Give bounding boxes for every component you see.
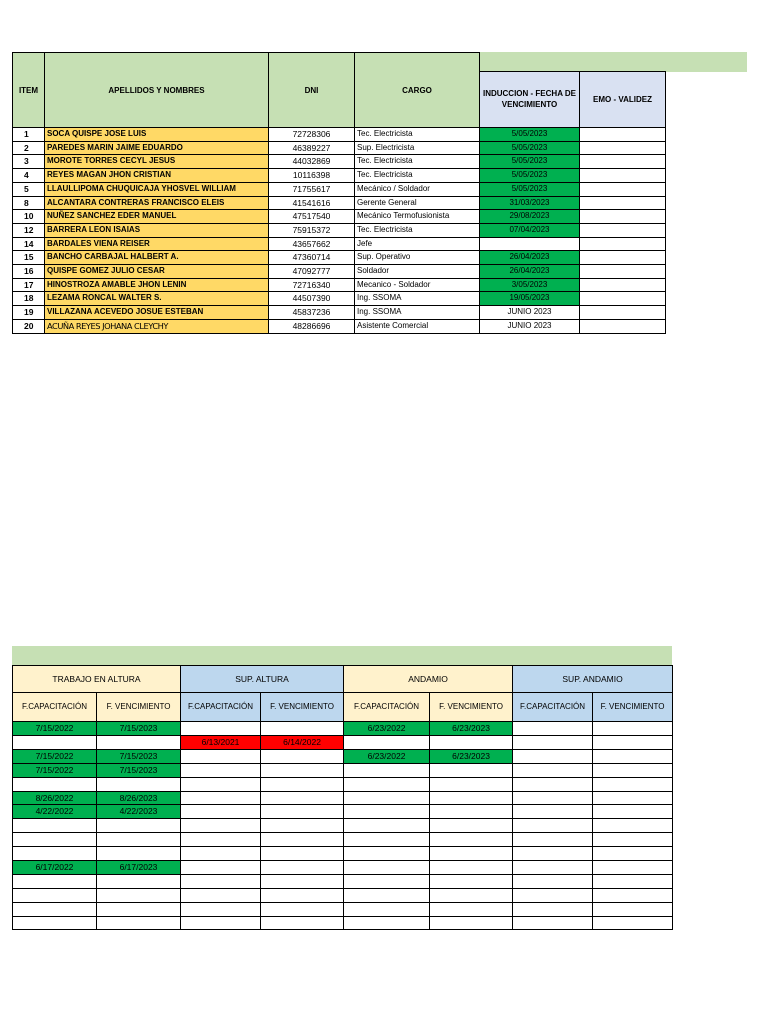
emo-cell [580, 278, 666, 292]
table-row [13, 735, 673, 749]
date-cell [593, 819, 673, 833]
header-dni: DNI [269, 53, 355, 128]
date-cell [513, 777, 593, 791]
emo-cell [580, 237, 666, 251]
table-row [13, 128, 666, 142]
date-cell [181, 916, 261, 930]
item-cell: 10 [13, 210, 45, 224]
emo-cell [580, 223, 666, 237]
dni-cell: 41541616 [269, 196, 355, 210]
date-cell: 7/15/2022 [13, 763, 97, 777]
date-cell [513, 833, 593, 847]
cargo-cell: Ing. SSOMA [355, 306, 480, 320]
date-cell [261, 833, 344, 847]
date-cell [344, 763, 430, 777]
table-row [13, 155, 666, 169]
date-cell [261, 916, 344, 930]
item-cell: 3 [13, 155, 45, 169]
table-row [13, 902, 673, 916]
table-row [13, 819, 673, 833]
dni-cell: 47360714 [269, 251, 355, 265]
name-cell: LLAULLIPOMA CHUQUICAJA YHOSVEL WILLIAM [45, 182, 269, 196]
table-row [13, 847, 673, 861]
induccion-cell: JUNIO 2023 [480, 306, 580, 320]
emo-cell [580, 196, 666, 210]
date-cell [181, 874, 261, 888]
date-cell [181, 819, 261, 833]
date-cell [593, 902, 673, 916]
header-nombres: APELLIDOS Y NOMBRES [45, 53, 269, 128]
date-cell [261, 722, 344, 736]
emo-cell [580, 319, 666, 333]
table-row [13, 916, 673, 930]
dni-cell: 47092777 [269, 265, 355, 279]
date-cell [261, 819, 344, 833]
date-cell [430, 902, 513, 916]
date-cell: 7/15/2023 [97, 763, 181, 777]
date-cell [181, 805, 261, 819]
date-cell [181, 902, 261, 916]
group-trabajo-altura: TRABAJO EN ALTURA [13, 666, 181, 693]
date-cell [97, 819, 181, 833]
induccion-cell: 29/08/2023 [480, 210, 580, 224]
dni-cell: 45837236 [269, 306, 355, 320]
date-cell [97, 833, 181, 847]
date-cell [261, 902, 344, 916]
date-cell: 7/15/2023 [97, 722, 181, 736]
cargo-cell: Tec. Electricista [355, 223, 480, 237]
group-sup-andamio: SUP. ANDAMIO [513, 666, 673, 693]
induccion-cell: 5/05/2023 [480, 169, 580, 183]
induccion-cell: 5/05/2023 [480, 182, 580, 196]
induccion-cell: 07/04/2023 [480, 223, 580, 237]
date-cell: 7/15/2022 [13, 749, 97, 763]
name-cell: VILLAZANA ACEVEDO JOSUE ESTEBAN [45, 306, 269, 320]
date-cell [13, 888, 97, 902]
date-cell [513, 805, 593, 819]
name-cell: QUISPE GOMEZ JULIO CESAR [45, 265, 269, 279]
date-cell [430, 777, 513, 791]
date-cell [13, 847, 97, 861]
dni-cell: 48286696 [269, 319, 355, 333]
date-cell [593, 874, 673, 888]
dni-cell: 71755617 [269, 182, 355, 196]
header-band-bottom [12, 646, 672, 665]
group-andamio: ANDAMIO [344, 666, 513, 693]
date-cell [13, 874, 97, 888]
date-cell [513, 874, 593, 888]
item-cell: 17 [13, 278, 45, 292]
date-cell: 7/15/2023 [97, 749, 181, 763]
name-cell: MOROTE TORRES CECYL JESUS [45, 155, 269, 169]
table-row [13, 833, 673, 847]
name-cell: BARRERA LEON ISAIAS [45, 223, 269, 237]
induccion-cell: 19/05/2023 [480, 292, 580, 306]
cargo-cell: Mecánico / Soldador [355, 182, 480, 196]
header-cargo: CARGO [355, 53, 480, 128]
emo-cell [580, 306, 666, 320]
cargo-cell: Ing. SSOMA [355, 292, 480, 306]
name-cell: ALCANTARA CONTRERAS FRANCISCO ELEIS [45, 196, 269, 210]
date-cell: 7/15/2022 [13, 722, 97, 736]
table-row [13, 169, 666, 183]
item-cell: 5 [13, 182, 45, 196]
header-blank [480, 53, 666, 72]
date-cell [430, 874, 513, 888]
date-cell: 4/22/2023 [97, 805, 181, 819]
table-row [13, 722, 673, 736]
date-cell [181, 861, 261, 875]
date-cell [344, 735, 430, 749]
date-cell [261, 791, 344, 805]
date-cell: 4/22/2022 [13, 805, 97, 819]
date-cell [261, 874, 344, 888]
date-cell [430, 888, 513, 902]
item-cell: 12 [13, 223, 45, 237]
dni-cell: 43657662 [269, 237, 355, 251]
induccion-cell [480, 237, 580, 251]
date-cell [97, 777, 181, 791]
date-cell [181, 888, 261, 902]
date-cell [344, 819, 430, 833]
date-cell [181, 749, 261, 763]
date-cell: 6/23/2022 [344, 749, 430, 763]
induccion-cell: JUNIO 2023 [480, 319, 580, 333]
date-cell [344, 847, 430, 861]
date-cell [513, 735, 593, 749]
dni-cell: 75915372 [269, 223, 355, 237]
table-row [13, 292, 666, 306]
date-cell [181, 722, 261, 736]
date-cell [344, 805, 430, 819]
item-cell: 20 [13, 319, 45, 333]
date-cell [513, 763, 593, 777]
table-row [13, 791, 673, 805]
name-cell: PAREDES MARIN JAIME EDUARDO [45, 141, 269, 155]
date-cell [593, 847, 673, 861]
dni-cell: 72716340 [269, 278, 355, 292]
induccion-cell: 26/04/2023 [480, 265, 580, 279]
date-cell [593, 722, 673, 736]
date-cell [97, 847, 181, 861]
date-cell [593, 777, 673, 791]
table-row [13, 874, 673, 888]
dni-cell: 10116398 [269, 169, 355, 183]
date-cell [593, 749, 673, 763]
table-row [13, 182, 666, 196]
date-cell [181, 847, 261, 861]
cargo-cell: Jefe [355, 237, 480, 251]
date-cell [513, 916, 593, 930]
emo-cell [580, 169, 666, 183]
date-cell [97, 735, 181, 749]
date-cell [13, 819, 97, 833]
name-cell: HINOSTROZA AMABLE JHON LENIN [45, 278, 269, 292]
sub-header: F.CAPACITACIÓN [513, 693, 593, 722]
name-cell: REYES MAGAN JHON CRISTIAN [45, 169, 269, 183]
item-cell: 14 [13, 237, 45, 251]
name-cell: LEZAMA RONCAL WALTER S. [45, 292, 269, 306]
item-cell: 1 [13, 128, 45, 142]
date-cell [261, 888, 344, 902]
personnel-table [12, 52, 666, 334]
date-cell: 8/26/2022 [13, 791, 97, 805]
name-cell: SOCA QUISPE JOSE LUIS [45, 128, 269, 142]
date-cell [430, 819, 513, 833]
date-cell [513, 902, 593, 916]
date-cell [13, 735, 97, 749]
table-row [13, 223, 666, 237]
date-cell [513, 847, 593, 861]
item-cell: 4 [13, 169, 45, 183]
date-cell [593, 763, 673, 777]
cargo-cell: Soldador [355, 265, 480, 279]
induccion-cell: 3/05/2023 [480, 278, 580, 292]
date-cell [344, 888, 430, 902]
date-cell [513, 819, 593, 833]
table-row [13, 237, 666, 251]
date-cell [430, 916, 513, 930]
sub-header: F.CAPACITACIÓN [13, 693, 97, 722]
cargo-cell: Mecanico - Soldador [355, 278, 480, 292]
cargo-cell: Tec. Electricista [355, 128, 480, 142]
date-cell [344, 874, 430, 888]
table-row [13, 251, 666, 265]
table-row [13, 805, 673, 819]
name-cell: BARDALES VIENA REISER [45, 237, 269, 251]
date-cell [344, 791, 430, 805]
item-cell: 19 [13, 306, 45, 320]
date-cell [344, 861, 430, 875]
cargo-cell: Sup. Operativo [355, 251, 480, 265]
name-cell: NUÑEZ SANCHEZ EDER MANUEL [45, 210, 269, 224]
date-cell [344, 833, 430, 847]
date-cell [13, 916, 97, 930]
date-cell: 6/23/2023 [430, 722, 513, 736]
table-row [13, 319, 666, 333]
date-cell [97, 902, 181, 916]
date-cell [593, 805, 673, 819]
emo-cell [580, 141, 666, 155]
date-cell [430, 861, 513, 875]
cargo-cell: Tec. Electricista [355, 169, 480, 183]
date-cell [261, 749, 344, 763]
induccion-cell: 31/03/2023 [480, 196, 580, 210]
date-cell [97, 874, 181, 888]
date-cell [13, 777, 97, 791]
table-row [13, 749, 673, 763]
table-row [13, 306, 666, 320]
date-cell: 6/17/2022 [13, 861, 97, 875]
induccion-cell: 26/04/2023 [480, 251, 580, 265]
date-cell [430, 763, 513, 777]
date-cell: 6/23/2022 [344, 722, 430, 736]
item-cell: 15 [13, 251, 45, 265]
dni-cell: 47517540 [269, 210, 355, 224]
dni-cell: 46389227 [269, 141, 355, 155]
induccion-cell: 5/05/2023 [480, 128, 580, 142]
item-cell: 18 [13, 292, 45, 306]
dni-cell: 72728306 [269, 128, 355, 142]
date-cell [181, 777, 261, 791]
date-cell [261, 777, 344, 791]
date-cell: 6/23/2023 [430, 749, 513, 763]
table-row [13, 265, 666, 279]
dni-cell: 44507390 [269, 292, 355, 306]
emo-cell [580, 128, 666, 142]
cargo-cell: Gerente General [355, 196, 480, 210]
date-cell [430, 847, 513, 861]
sub-header: F. VENCIMIENTO [97, 693, 181, 722]
table-row [13, 278, 666, 292]
table-row [13, 210, 666, 224]
date-cell [593, 861, 673, 875]
date-cell: 6/14/2022 [261, 735, 344, 749]
date-cell [97, 916, 181, 930]
date-cell [593, 735, 673, 749]
date-cell [344, 777, 430, 791]
sub-header: F. VENCIMIENTO [430, 693, 513, 722]
date-cell [261, 847, 344, 861]
dni-cell: 44032869 [269, 155, 355, 169]
date-cell [513, 791, 593, 805]
induccion-cell: 5/05/2023 [480, 141, 580, 155]
date-cell [430, 791, 513, 805]
date-cell [513, 888, 593, 902]
sub-header: F.CAPACITACIÓN [344, 693, 430, 722]
cargo-cell: Asistente Comercial [355, 319, 480, 333]
date-cell [13, 833, 97, 847]
cargo-cell: Mecánico Termofusionista [355, 210, 480, 224]
group-sup-altura: SUP. ALTURA [181, 666, 344, 693]
item-cell: 16 [13, 265, 45, 279]
date-cell [261, 763, 344, 777]
date-cell [513, 861, 593, 875]
emo-cell [580, 265, 666, 279]
date-cell [261, 861, 344, 875]
date-cell [593, 916, 673, 930]
name-cell: BANCHO CARBAJAL HALBERT A. [45, 251, 269, 265]
date-cell [181, 763, 261, 777]
table-row [13, 888, 673, 902]
date-cell [181, 833, 261, 847]
date-cell [430, 833, 513, 847]
header-emo: EMO - VALIDEZ [580, 71, 666, 127]
date-cell [513, 722, 593, 736]
date-cell [593, 833, 673, 847]
date-cell [97, 888, 181, 902]
date-cell [430, 735, 513, 749]
induccion-cell: 5/05/2023 [480, 155, 580, 169]
date-cell [344, 916, 430, 930]
table-row [13, 141, 666, 155]
date-cell [593, 888, 673, 902]
emo-cell [580, 292, 666, 306]
emo-cell [580, 155, 666, 169]
training-table [12, 665, 673, 930]
emo-cell [580, 210, 666, 224]
date-cell [13, 902, 97, 916]
sub-header: F. VENCIMIENTO [261, 693, 344, 722]
date-cell: 8/26/2023 [97, 791, 181, 805]
header-item: ITEM [13, 53, 45, 128]
cargo-cell: Sup. Electricista [355, 141, 480, 155]
date-cell [181, 791, 261, 805]
date-cell [344, 902, 430, 916]
date-cell [430, 805, 513, 819]
item-cell: 8 [13, 196, 45, 210]
emo-cell [580, 251, 666, 265]
header-induccion: INDUCCION - FECHA DE VENCIMIENTO [480, 71, 580, 127]
date-cell [513, 749, 593, 763]
item-cell: 2 [13, 141, 45, 155]
sub-header: F.CAPACITACIÓN [181, 693, 261, 722]
table-row [13, 763, 673, 777]
table-row [13, 777, 673, 791]
name-cell: ACUÑA REYES JOHANA CLEYCHY [45, 319, 269, 333]
cargo-cell: Tec. Electricista [355, 155, 480, 169]
sub-header: F. VENCIMIENTO [593, 693, 673, 722]
date-cell [261, 805, 344, 819]
date-cell: 6/17/2023 [97, 861, 181, 875]
date-cell [593, 791, 673, 805]
emo-cell [580, 182, 666, 196]
table-row [13, 861, 673, 875]
table-row [13, 196, 666, 210]
date-cell: 6/13/2021 [181, 735, 261, 749]
